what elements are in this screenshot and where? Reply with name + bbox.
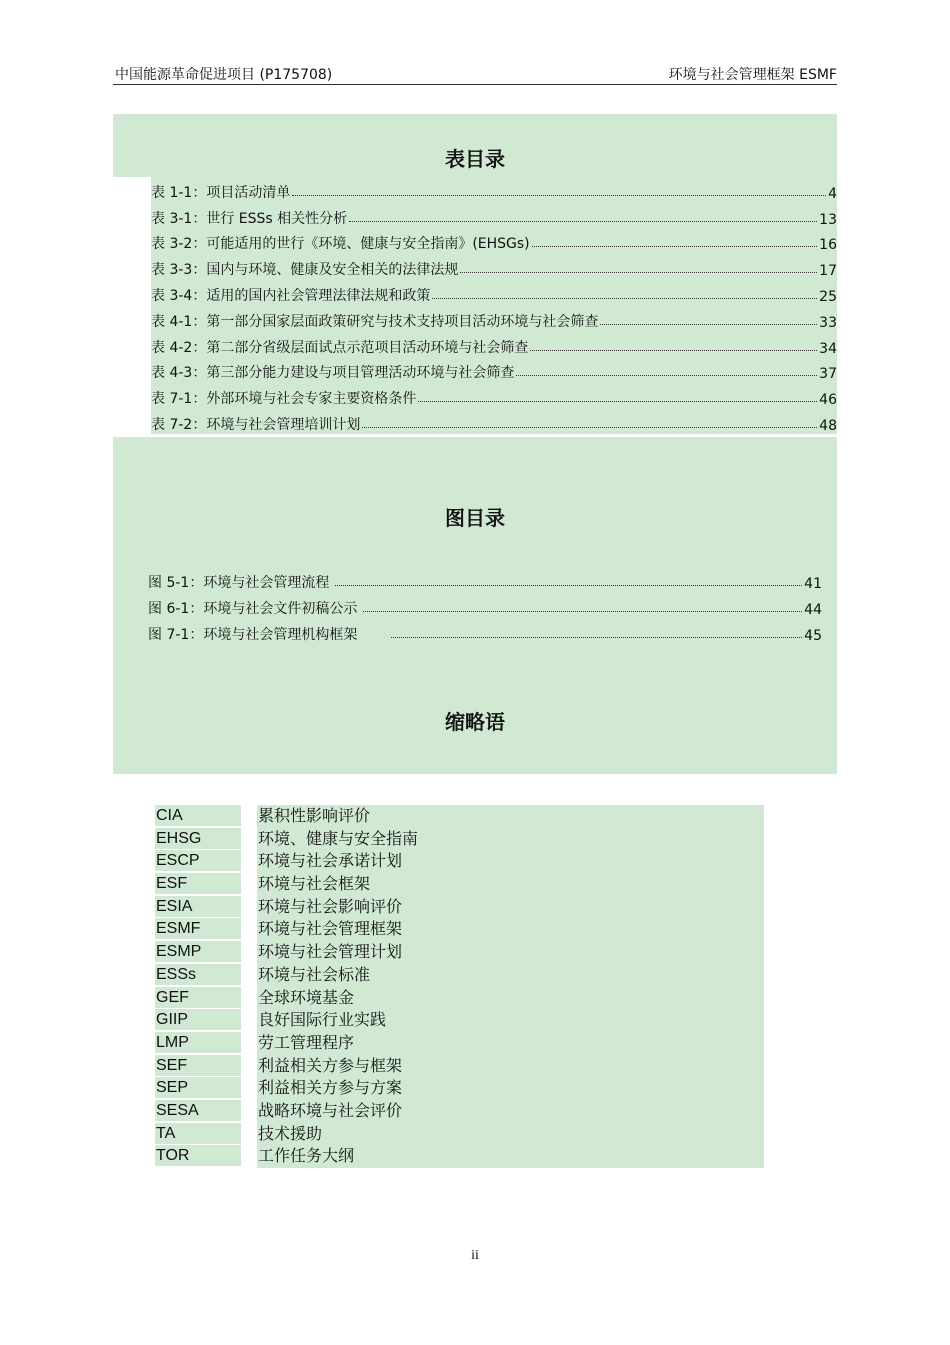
toc-entry-label: 表 3-4：适用的国内社会管理法律法规和政策 — [151, 287, 431, 304]
leader-dots — [460, 272, 817, 273]
figure-entry-page: 44 — [804, 602, 822, 618]
toc-tables-title: 表目录 — [445, 147, 505, 171]
abbreviation-code: SEF — [155, 1055, 241, 1076]
leader-dots — [362, 427, 817, 428]
abbreviation-code: CIA — [155, 805, 241, 826]
toc-entry-page: 33 — [819, 314, 837, 331]
abbreviation-definition: 利益相关方参与方案 — [257, 1077, 764, 1100]
abbreviation-code: ESF — [155, 873, 241, 894]
abbreviation-definition: 累积性影响评价 — [257, 805, 764, 828]
abbreviation-code: ESCP — [155, 850, 241, 871]
toc-entry-page: 46 — [819, 392, 837, 409]
toc-entry-page: 16 — [819, 237, 837, 254]
figure-entry-label: 图 5-1：环境与社会管理流程 — [148, 575, 330, 591]
abbreviation-code: SEP — [155, 1077, 241, 1098]
toc-entry-page: 37 — [819, 366, 837, 383]
abbreviation-definition: 利益相关方参与框架 — [257, 1055, 764, 1078]
figure-entry[interactable] — [148, 618, 822, 644]
leader-dots — [530, 350, 817, 351]
abbreviation-definition: 劳工管理程序 — [257, 1032, 764, 1055]
toc-entry-label: 表 3-2：可能适用的世行《环境、健康与安全指南》(EHSGs) — [151, 236, 530, 253]
toc-entry-page: 48 — [819, 417, 837, 434]
abbreviation-code: TOR — [155, 1145, 241, 1166]
toc-figures-list — [148, 566, 822, 644]
toc-entry-label: 表 7-1：外部环境与社会专家主要资格条件 — [151, 391, 417, 408]
figure-entry-page: 41 — [804, 576, 822, 592]
toc-entry[interactable] — [151, 408, 837, 434]
toc-entry-label: 表 3-1：世行 ESSs 相关性分析 — [151, 210, 348, 227]
figure-entry[interactable] — [148, 592, 822, 618]
toc-entry[interactable] — [151, 228, 837, 254]
page-header — [113, 62, 837, 85]
abbreviation-code: LMP — [155, 1032, 241, 1053]
abbreviation-definition: 环境与社会管理框架 — [257, 918, 764, 941]
abbreviation-code: ESMP — [155, 941, 241, 962]
toc-entry-page: 34 — [819, 340, 837, 357]
abbreviation-definition: 良好国际行业实践 — [257, 1009, 764, 1032]
toc-entry[interactable] — [151, 382, 837, 408]
toc-entry-label: 表 1-1：项目活动清单 — [151, 184, 291, 201]
toc-entry-label: 表 7-2：环境与社会管理培训计划 — [151, 416, 361, 433]
toc-entry[interactable] — [151, 305, 837, 331]
toc-entry[interactable] — [151, 357, 837, 383]
leader-dots — [335, 585, 802, 586]
abbreviation-code: GEF — [155, 987, 241, 1008]
abbreviation-definition: 环境与社会影响评价 — [257, 896, 764, 919]
leader-dots — [432, 298, 817, 299]
abbreviation-definition: 技术援助 — [257, 1123, 764, 1146]
abbreviation-code: ESMF — [155, 918, 241, 939]
abbreviation-code: GIIP — [155, 1009, 241, 1030]
leader-dots — [516, 375, 817, 376]
toc-entry[interactable] — [151, 279, 837, 305]
header-project-title: 中国能源革命促进项目 (P175708) — [115, 67, 333, 83]
leader-dots — [391, 637, 802, 638]
leader-dots — [600, 324, 817, 325]
toc-entry[interactable] — [151, 176, 837, 202]
header-document-title: 环境与社会管理框架 ESMF — [668, 67, 837, 83]
abbreviation-code: TA — [155, 1123, 241, 1144]
toc-entry-label: 表 4-3：第三部分能力建设与项目管理活动环境与社会筛查 — [151, 365, 515, 382]
abbreviation-code: SESA — [155, 1100, 241, 1121]
abbreviations-title: 缩略语 — [445, 710, 505, 734]
toc-entry-label: 表 4-2：第二部分省级层面试点示范项目活动环境与社会筛查 — [151, 339, 529, 356]
abbreviation-code: ESSs — [155, 964, 241, 985]
figure-entry[interactable] — [148, 566, 822, 592]
toc-entry[interactable] — [151, 202, 837, 228]
figure-entry-label: 图 7-1：环境与社会管理机构框架 — [148, 627, 358, 643]
abbreviation-definition: 环境与社会标准 — [257, 964, 764, 987]
leader-dots — [349, 221, 817, 222]
page-number: ii — [471, 1248, 479, 1263]
toc-entry-page: 13 — [819, 211, 837, 228]
toc-entry[interactable] — [151, 331, 837, 357]
leader-dots — [532, 246, 818, 247]
toc-entry[interactable] — [151, 253, 837, 279]
toc-entry-label: 表 4-1：第一部分国家层面政策研究与技术支持项目活动环境与社会筛查 — [151, 313, 599, 330]
toc-tables-list — [151, 176, 837, 434]
toc-figures-title: 图目录 — [445, 506, 505, 530]
abbreviation-definition: 环境与社会承诺计划 — [257, 850, 764, 873]
figure-entry-page: 45 — [804, 628, 822, 644]
leader-dots — [418, 401, 817, 402]
abbreviation-definition: 战略环境与社会评价 — [257, 1100, 764, 1123]
figure-entry-label: 图 6-1：环境与社会文件初稿公示 — [148, 601, 358, 617]
toc-entry-page: 17 — [819, 263, 837, 280]
abbreviation-definition: 工作任务大纲 — [257, 1145, 764, 1168]
abbreviation-definition: 环境、健康与安全指南 — [257, 828, 764, 851]
abbreviation-code: EHSG — [155, 828, 241, 849]
leader-dots — [292, 195, 826, 196]
toc-entry-label: 表 3-3：国内与环境、健康及安全相关的法律法规 — [151, 262, 459, 279]
leader-dots — [363, 611, 802, 612]
abbreviation-definition: 环境与社会框架 — [257, 873, 764, 896]
toc-entry-page: 25 — [819, 288, 837, 305]
abbreviation-definition: 全球环境基金 — [257, 987, 764, 1010]
abbreviation-code: ESIA — [155, 896, 241, 917]
toc-entry-page: 4 — [828, 185, 837, 202]
abbreviation-definition: 环境与社会管理计划 — [257, 941, 764, 964]
